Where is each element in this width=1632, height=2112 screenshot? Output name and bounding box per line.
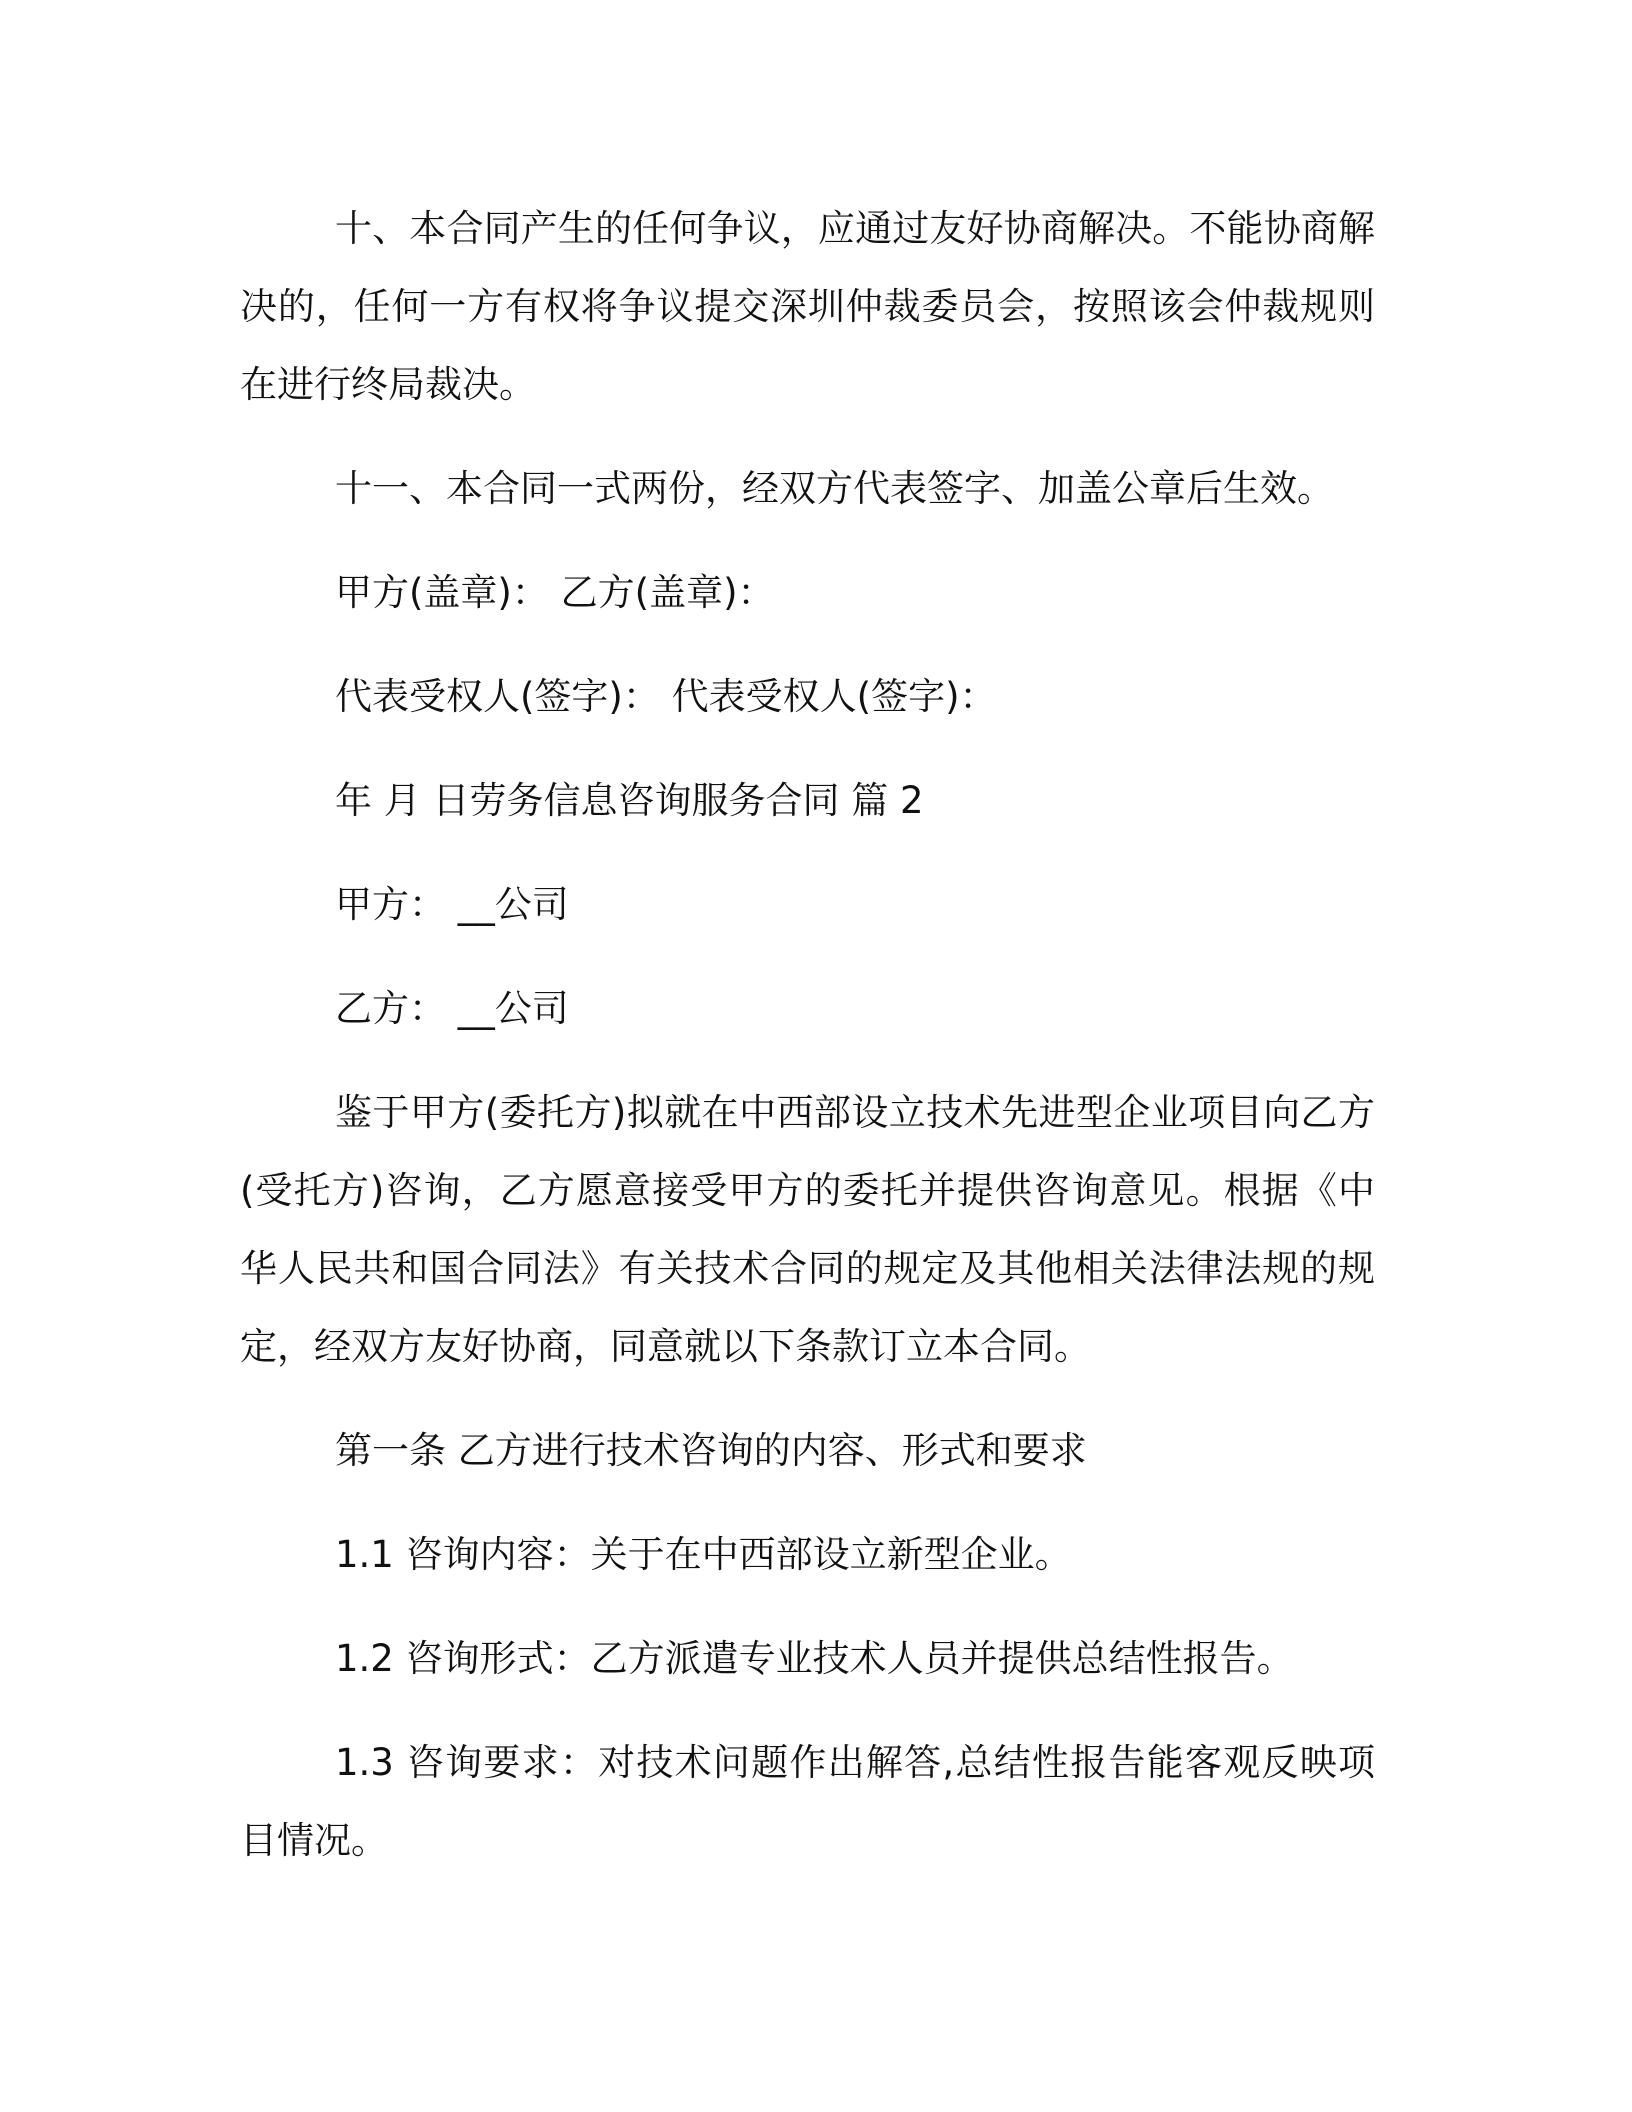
date-and-contract-title: 年 月 日劳务信息咨询服务合同 篇 2	[335, 779, 924, 822]
item-1-1: 1.1 咨询内容：关于在中西部设立新型企业。	[335, 1533, 1072, 1576]
article-1-heading: 第一条 乙方进行技术咨询的内容、形式和要求	[335, 1429, 1087, 1472]
preamble-paragraph: 鉴于甲方(委托方)拟就在中西部设立技术先进型企业项目向乙方(受托方)咨询，乙方愿意接受甲方的委托并提供咨询意见。根据《中华人民共和国合同法》有关技术合同的规定及其他相关法律法规的规定，经双方友好协商，同意就以下条款订立本合同。	[240, 1091, 1375, 1368]
party-a-line: 甲方： __公司	[335, 883, 569, 926]
item-1-3: 1.3 咨询要求：对技术问题作出解答,总结性报告能客观反映项目情况。	[240, 1741, 1375, 1862]
signature-line: 代表受权人(签字)： 代表受权人(签字)：	[335, 675, 997, 718]
party-b-line: 乙方： __公司	[335, 987, 569, 1030]
seal-line: 甲方(盖章)： 乙方(盖章)：	[335, 571, 775, 614]
clause-11-effect: 十一、本合同一式两份，经双方代表签字、加盖公章后生效。	[335, 467, 1334, 510]
clause-10-dispute: 十、本合同产生的任何争议，应通过友好协商解决。不能协商解决的，任何一方有权将争议提交深圳仲裁委员会，按照该会仲裁规则在进行终局裁决。	[240, 207, 1375, 406]
item-1-2: 1.2 咨询形式：乙方派遣专业技术人员并提供总结性报告。	[335, 1637, 1294, 1680]
document-body	[240, 190, 1375, 1880]
